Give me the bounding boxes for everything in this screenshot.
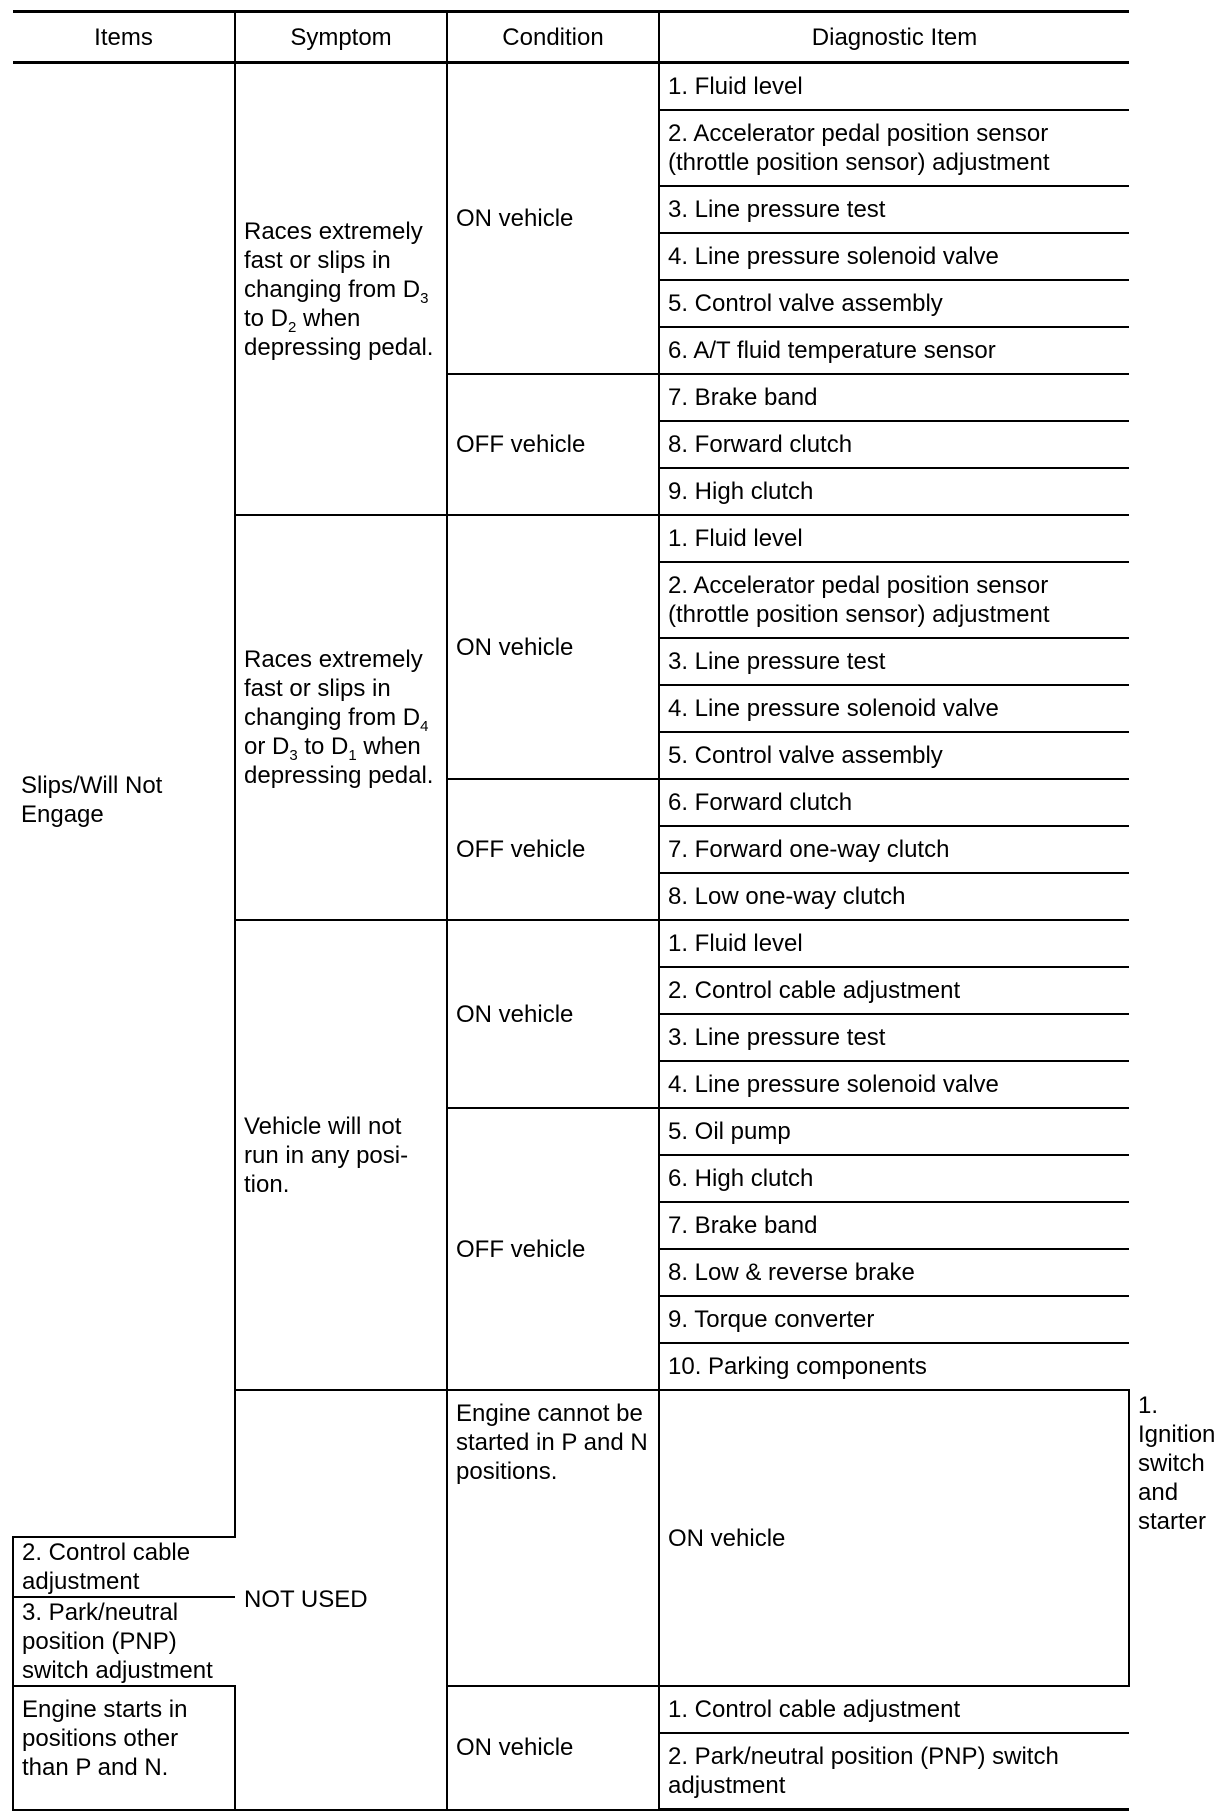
diagnostic-item: 4. Line pressure solenoid valve (659, 685, 1129, 732)
header-symptom: Symptom (235, 12, 447, 63)
item-slips-will-not-engage: Slips/Will Not Engage (13, 63, 235, 1538)
header-condition: Condition (447, 12, 659, 63)
table-row: NOT USED Engine cannot be started in P and N positions. ON vehicle 1. Ignition switch and starter (13, 1390, 1129, 1537)
header-diagnostic-item: Diagnostic Item (659, 12, 1129, 63)
diagnostic-item: 3. Park/neutral position (PNP) switch adjustment (13, 1597, 235, 1686)
condition-on-vehicle: ON vehicle (447, 920, 659, 1108)
symptom-text: when depressing pedal. (244, 733, 434, 789)
diagnostic-item: 4. Line pressure solenoid valve (659, 1061, 1129, 1108)
diagnostic-item: 2. Park/neutral position (PNP) switch adjustment (659, 1733, 1129, 1810)
symptom-d4-d3-to-d1 (235, 515, 447, 920)
diagnostic-item: 8. Forward clutch (659, 421, 1129, 468)
symptom-d3-to-d2 (235, 63, 447, 516)
item-not-used: NOT USED (235, 1390, 447, 1810)
diagnostic-item: 7. Brake band (659, 374, 1129, 421)
diagnostic-item: 10. Parking components (659, 1343, 1129, 1390)
symptom-text: to D (244, 304, 289, 332)
condition-on-vehicle: ON vehicle (659, 1390, 1129, 1686)
diagnostic-item: 3. Line pressure test (659, 186, 1129, 233)
diagnostic-item: 2. Accelerator pedal position sensor (throttle position sensor) adjustment (659, 562, 1129, 638)
diagnostic-item: 2. Control cable adjustment (659, 967, 1129, 1014)
condition-on-vehicle: ON vehicle (447, 1686, 659, 1810)
subscript: 3 (420, 289, 429, 307)
symptom-text: Races extremely fast or slips in changing from D (244, 217, 423, 303)
symptom-text: or D (244, 733, 290, 760)
symptom-text: when depressing pedal. (244, 304, 434, 361)
subscript: 2 (288, 318, 297, 336)
diagnostic-item: 5. Control valve assembly (659, 280, 1129, 327)
diagnostic-item: 4. Line pressure solenoid valve (659, 233, 1129, 280)
header-row (13, 12, 1129, 63)
diagnostic-item: 3. Line pressure test (659, 638, 1129, 685)
diagnostic-item: 5. Oil pump (659, 1108, 1129, 1155)
diagnostic-item: 9. Torque converter (659, 1296, 1129, 1343)
diagnostic-item: 1. Fluid level (659, 920, 1129, 967)
diagnostic-item: 6. High clutch (659, 1155, 1129, 1202)
diagnostic-item: 8. Low one-way clutch (659, 873, 1129, 920)
condition-off-vehicle: OFF vehicle (447, 374, 659, 515)
table-row (13, 1686, 1129, 1733)
symptom-text: Races extremely fast or slips in changing from D (244, 646, 423, 731)
condition-on-vehicle: ON vehicle (447, 63, 659, 375)
symptom-text: to D (297, 733, 349, 760)
header-items: Items (13, 12, 235, 63)
diagnostic-item: 5. Control valve assembly (659, 732, 1129, 779)
diagnostic-item: 2. Accelerator pedal position sensor (throttle position sensor) adjustment (659, 110, 1129, 186)
diagnostic-item: 1. Fluid level (659, 515, 1129, 562)
diagnostic-item: 3. Line pressure test (659, 1014, 1129, 1061)
subscript: 3 (289, 746, 298, 764)
condition-off-vehicle: OFF vehicle (447, 779, 659, 920)
diagnostic-item: 6. Forward clutch (659, 779, 1129, 826)
symptom-will-not-run: Vehicle will not run in any posi-tion. (235, 920, 447, 1390)
subscript: 4 (420, 717, 429, 735)
diagnostic-item: 7. Brake band (659, 1202, 1129, 1249)
diagnostic-item: 2. Control cable adjustment (13, 1537, 235, 1597)
condition-off-vehicle: OFF vehicle (447, 1108, 659, 1390)
symptom-cannot-start: Engine cannot be started in P and N positions. (447, 1390, 659, 1686)
symptom-starts-other-positions: Engine starts in positions other than P and N. (13, 1686, 235, 1810)
subscript: 1 (348, 746, 357, 764)
diagnostic-item: 7. Forward one-way clutch (659, 826, 1129, 873)
diagnostic-item: 1. Control cable adjustment (659, 1686, 1129, 1733)
diagnostic-item: 9. High clutch (659, 468, 1129, 515)
diagnostic-item: 8. Low & reverse brake (659, 1249, 1129, 1296)
table-row (13, 63, 1129, 111)
condition-on-vehicle: ON vehicle (447, 515, 659, 779)
diagnostic-item: 1. Fluid level (659, 63, 1129, 111)
diagnostic-table (12, 10, 1215, 1811)
diagnostic-item: 6. A/T fluid temperature sensor (659, 327, 1129, 374)
